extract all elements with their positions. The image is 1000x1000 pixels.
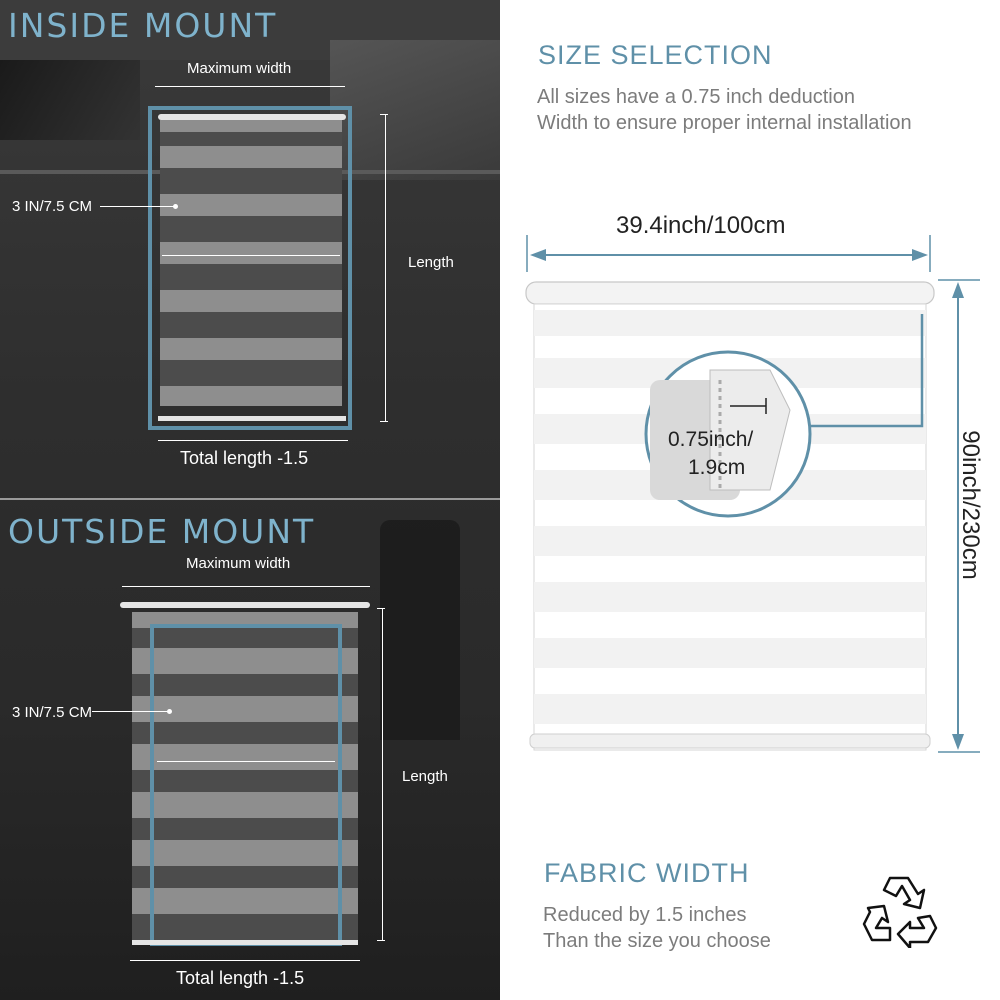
inside-total-length-line [158,440,348,441]
inside-length-line [385,114,386,422]
outside-window-frame [150,624,342,946]
outside-side-dot [167,709,172,714]
outside-side-label: 3 IN/7.5 CM [12,704,93,721]
outside-length-tick-top [377,608,385,609]
fabric-width-line2: Than the size you choose [543,930,771,952]
inside-mount-title: INSIDE MOUNT [8,6,278,45]
outside-top-rail [120,602,370,608]
room-light [330,40,500,180]
outside-length-label: Length [402,768,448,785]
size-selection-title: SIZE SELECTION [538,40,773,70]
outside-max-width-line [122,586,370,587]
outside-bottom-bar [132,940,358,945]
outside-total-length-label: Total length -1.5 [176,968,305,988]
ceiling-beam [0,60,140,140]
inside-width-arrow [162,255,340,256]
inside-side-dot [173,204,178,209]
size-selection-line1: All sizes have a 0.75 inch deduction [537,86,855,108]
inside-side-pointer [100,206,176,207]
outside-length-line [382,608,383,940]
fabric-width-line1: Reduced by 1.5 inches [543,904,747,926]
height-dimension-label: 90inch/230cm [957,430,984,580]
outside-length-tick-bottom [377,940,385,941]
outside-width-arrow [157,761,335,762]
inside-max-width-label: Maximum width [187,60,292,77]
detail-label-line2: 1.9cm [688,456,746,479]
detail-label-line1: 0.75inch/ [668,428,754,451]
inside-length-label: Length [408,254,454,271]
inside-blind [160,120,342,416]
panel-divider [0,498,500,500]
recycle-icon [860,872,942,948]
inside-max-width-line [155,86,345,87]
inside-total-length-label: Total length -1.5 [180,448,309,468]
office-chair [380,520,460,740]
fabric-width-title: FABRIC WIDTH [544,858,750,888]
outside-side-pointer [92,711,170,712]
outside-total-length-line [130,960,360,961]
outside-max-width-label: Maximum width [186,555,291,572]
inside-length-tick-top [380,114,388,115]
inside-side-label: 3 IN/7.5 CM [12,198,93,215]
inside-bottom-bar [158,416,346,421]
outside-mount-title: OUTSIDE MOUNT [8,512,316,551]
width-dimension-arrow [527,235,930,272]
product-diagram [520,230,1000,760]
inside-length-tick-bottom [380,421,388,422]
size-selection-line2: Width to ensure proper internal installation [537,112,912,134]
width-dimension-label: 39.4inch/100cm [616,212,786,239]
